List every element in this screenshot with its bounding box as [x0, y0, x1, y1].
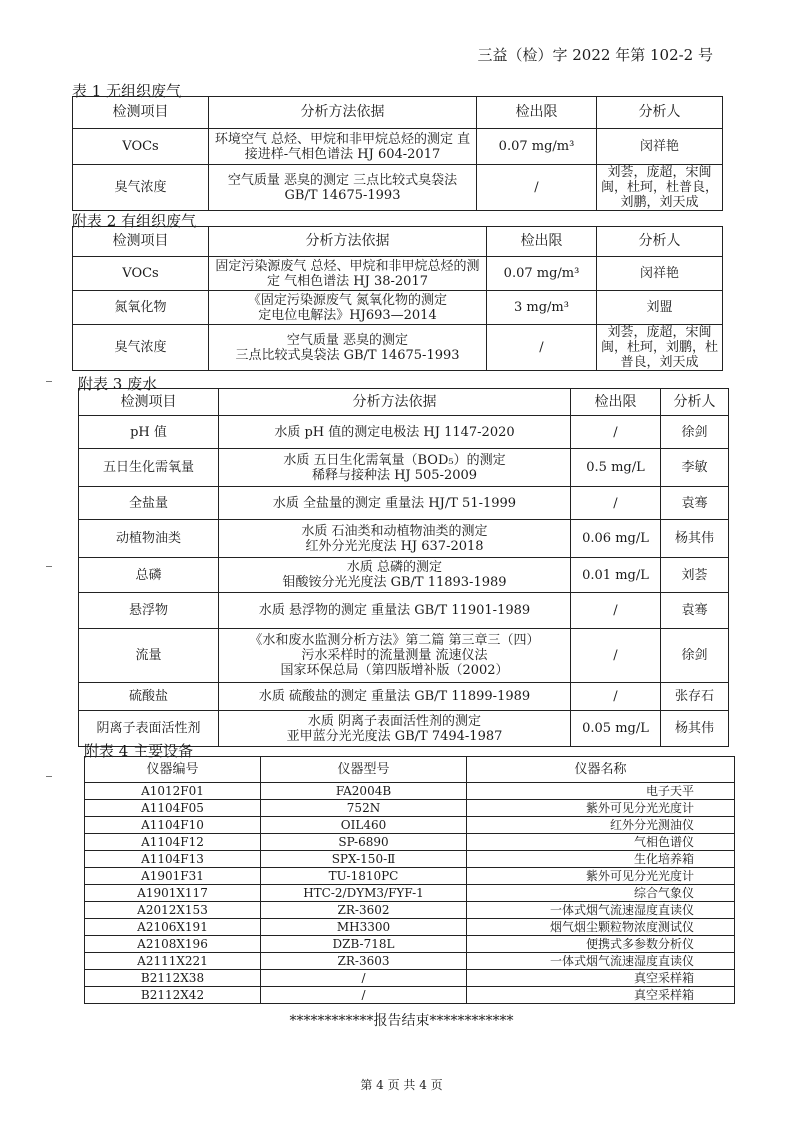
table4-cell: 气相色谱仪 [467, 834, 735, 851]
table1-cell: 臭气浓度 [73, 165, 209, 211]
table2-header-method: 分析方法依据 [209, 227, 487, 257]
table-row [79, 416, 729, 449]
table3-cell: 李敏 [661, 449, 729, 487]
table-row [85, 851, 735, 868]
table4-cell: A2108X196 [85, 936, 261, 953]
table-row [85, 970, 735, 987]
table3-cell: / [571, 629, 661, 683]
table-row [79, 558, 729, 593]
margin-mark [46, 381, 52, 382]
table4-cell: 红外分光测油仪 [467, 817, 735, 834]
table-row [85, 834, 735, 851]
table3-caption: 附表 3 废水 [78, 375, 158, 393]
table2-caption: 附表 2 有组织废气 [72, 212, 197, 230]
table-row [85, 902, 735, 919]
table4-cell: 一体式烟气流速湿度直读仪 [467, 953, 735, 970]
table4-cell: A1104F12 [85, 834, 261, 851]
table2-cell: 《固定污染源废气 氮氧化物的测定 定电位电解法》HJ693—2014 [209, 291, 487, 325]
table4-header-model: 仪器型号 [261, 757, 467, 783]
table4-cell: HTC-2/DYM3/FYF-1 [261, 885, 467, 902]
table4-cell: 紫外可见分光光度计 [467, 800, 735, 817]
table4-cell: DZB-718L [261, 936, 467, 953]
table2-header-item: 检测项目 [73, 227, 209, 257]
table-row [73, 257, 723, 291]
table-row [79, 487, 729, 520]
table4-cell: SPX-150-Ⅱ [261, 851, 467, 868]
table3-cell: 阴离子表面活性剂 [79, 711, 219, 747]
table-row [85, 953, 735, 970]
table3-cell: 袁骞 [661, 593, 729, 629]
table3-cell: 水质 五日生化需氧量（BOD₅）的测定 稀释与接种法 HJ 505-2009 [219, 449, 571, 487]
table3-header-analyst: 分析人 [661, 389, 729, 416]
table4-cell: OIL460 [261, 817, 467, 834]
table1-cell: / [477, 165, 597, 211]
table1-cell: 空气质量 恶臭的测定 三点比较式臭袋法 GB/T 14675-1993 [209, 165, 477, 211]
table3-cell: 水质 硫酸盐的测定 重量法 GB/T 11899-1989 [219, 683, 571, 711]
table-row [79, 593, 729, 629]
table-row [85, 817, 735, 834]
document-number: 三益（检）字 2022 年第 102-2 号 [477, 46, 713, 64]
table3-cell: 悬浮物 [79, 593, 219, 629]
table2-header-analyst: 分析人 [597, 227, 723, 257]
table4-cell: 真空采样箱 [467, 987, 735, 1004]
table3-cell: / [571, 593, 661, 629]
table-row [85, 783, 735, 800]
table3-cell: 徐剑 [661, 416, 729, 449]
table3-cell: 刘荟 [661, 558, 729, 593]
table4-cell: ZR-3602 [261, 902, 467, 919]
table2-cell: VOCs [73, 257, 209, 291]
table4-cell: B2112X42 [85, 987, 261, 1004]
table3-cell: 杨其伟 [661, 520, 729, 558]
table3-cell: 徐剑 [661, 629, 729, 683]
table4-cell: A1901X117 [85, 885, 261, 902]
table3-cell: pH 值 [79, 416, 219, 449]
table3-cell: 总磷 [79, 558, 219, 593]
table1-cell: 0.07 mg/m³ [477, 129, 597, 165]
table1-header-limit: 检出限 [477, 97, 597, 129]
table1-cell: 环境空气 总烃、甲烷和非甲烷总烃的测定 直接进样-气相色谱法 HJ 604-2017 [209, 129, 477, 165]
table3-cell: 水质 总磷的测定 钼酸铵分光光度法 GB/T 11893-1989 [219, 558, 571, 593]
page-number: 第 4 页 共 4 页 [360, 1078, 443, 1092]
table4-cell: TU-1810PC [261, 868, 467, 885]
table4-cell: 752N [261, 800, 467, 817]
table2-cell: 0.07 mg/m³ [487, 257, 597, 291]
table-row [73, 291, 723, 325]
table3-cell: 0.5 mg/L [571, 449, 661, 487]
table3-cell: 水质 全盐量的测定 重量法 HJ/T 51-1999 [219, 487, 571, 520]
table3-cell: 水质 石油类和动植物油类的测定 红外分光光度法 HJ 637-2018 [219, 520, 571, 558]
table4-header-name: 仪器名称 [467, 757, 735, 783]
table-row [79, 629, 729, 683]
table3-cell: 0.06 mg/L [571, 520, 661, 558]
table3-cell: 水质 阴离子表面活性剂的测定 亚甲蓝分光光度法 GB/T 7494-1987 [219, 711, 571, 747]
table1-header-analyst: 分析人 [597, 97, 723, 129]
table4-cell: 生化培养箱 [467, 851, 735, 868]
table4-cell: B2112X38 [85, 970, 261, 987]
table4-cell: ZR-3603 [261, 953, 467, 970]
table3-header-method: 分析方法依据 [219, 389, 571, 416]
table4-cell: MH3300 [261, 919, 467, 936]
table4-cell: 综合气象仪 [467, 885, 735, 902]
table4-cell: 一体式烟气流速湿度直读仪 [467, 902, 735, 919]
table3-cell: 杨其伟 [661, 711, 729, 747]
table3-cell: 袁骞 [661, 487, 729, 520]
report-end-marker: ************报告结束************ [289, 1013, 514, 1029]
table2-cell: 3 mg/m³ [487, 291, 597, 325]
table-row [85, 885, 735, 902]
table3-cell: 水质 pH 值的测定电极法 HJ 1147-2020 [219, 416, 571, 449]
table-row [85, 919, 735, 936]
table-row [73, 129, 723, 165]
table-row [79, 520, 729, 558]
table3-cell: 张存石 [661, 683, 729, 711]
table1-cell: VOCs [73, 129, 209, 165]
table1-header-method: 分析方法依据 [209, 97, 477, 129]
table3-cell: 硫酸盐 [79, 683, 219, 711]
table-row [85, 800, 735, 817]
table3-cell: 《水和废水监测分析方法》第二篇 第三章三（四） 污水采样时的流量测量 流速仪法 国家环保总局（第四版增补版（2002） [219, 629, 571, 683]
table4-cell: 电子天平 [467, 783, 735, 800]
table4-cell: / [261, 987, 467, 1004]
table4-cell: SP-6890 [261, 834, 467, 851]
table4-cell: 紫外可见分光光度计 [467, 868, 735, 885]
table3-cell: / [571, 416, 661, 449]
table-row [73, 325, 723, 371]
table3-cell: 流量 [79, 629, 219, 683]
table2-cell: 刘荟，庞超，宋闽闽，杜珂，刘鹏，杜普良，刘天成 [597, 325, 723, 371]
table4-cell: A2106X191 [85, 919, 261, 936]
table3-wastewater [78, 388, 729, 747]
table1-cell: 刘荟，庞超，宋闽闽，杜珂，杜普良，刘鹏，刘天成 [597, 165, 723, 211]
table4-cell: 真空采样箱 [467, 970, 735, 987]
table4-cell: A1012F01 [85, 783, 261, 800]
table3-cell: 0.05 mg/L [571, 711, 661, 747]
table4-cell: FA2004B [261, 783, 467, 800]
table-row [73, 165, 723, 211]
margin-mark [46, 566, 52, 567]
table2-cell: 固定污染源废气 总烃、甲烷和非甲烷总烃的测定 气相色谱法 HJ 38-2017 [209, 257, 487, 291]
table3-cell: 五日生化需氧量 [79, 449, 219, 487]
table-row [79, 449, 729, 487]
table1-header-item: 检测项目 [73, 97, 209, 129]
table3-cell: 水质 悬浮物的测定 重量法 GB/T 11901-1989 [219, 593, 571, 629]
table4-cell: A2012X153 [85, 902, 261, 919]
table-row [85, 936, 735, 953]
table3-header-limit: 检出限 [571, 389, 661, 416]
margin-mark [46, 776, 52, 777]
table3-cell: 全盐量 [79, 487, 219, 520]
table4-cell: 便携式多参数分析仪 [467, 936, 735, 953]
table4-cell: A1104F05 [85, 800, 261, 817]
table1-caption: 表 1 无组织废气 [72, 82, 182, 100]
table4-caption: 附表 4 主要设备 [84, 742, 194, 760]
table-row [79, 683, 729, 711]
table3-header-item: 检测项目 [79, 389, 219, 416]
table4-cell: A1104F13 [85, 851, 261, 868]
table4-cell: A2111X221 [85, 953, 261, 970]
table4-cell: A1901F31 [85, 868, 261, 885]
table1-cell: 闵祥艳 [597, 129, 723, 165]
table2-cell: 臭气浓度 [73, 325, 209, 371]
table3-cell: 动植物油类 [79, 520, 219, 558]
table2-organized-exhaust [72, 226, 723, 371]
table2-header-limit: 检出限 [487, 227, 597, 257]
table3-cell: / [571, 487, 661, 520]
table4-header-id: 仪器编号 [85, 757, 261, 783]
table4-main-equipment [84, 756, 735, 1004]
table4-cell: 烟气烟尘颗粒物浓度测试仪 [467, 919, 735, 936]
table2-cell: / [487, 325, 597, 371]
table3-cell: 0.01 mg/L [571, 558, 661, 593]
table2-cell: 空气质量 恶臭的测定 三点比较式臭袋法 GB/T 14675-1993 [209, 325, 487, 371]
table2-cell: 闵祥艳 [597, 257, 723, 291]
table4-cell: / [261, 970, 467, 987]
table2-cell: 氮氧化物 [73, 291, 209, 325]
table2-cell: 刘盟 [597, 291, 723, 325]
table4-cell: A1104F10 [85, 817, 261, 834]
table-row [85, 987, 735, 1004]
table3-cell: / [571, 683, 661, 711]
table1-unorganized-exhaust [72, 96, 723, 211]
table-row [85, 868, 735, 885]
